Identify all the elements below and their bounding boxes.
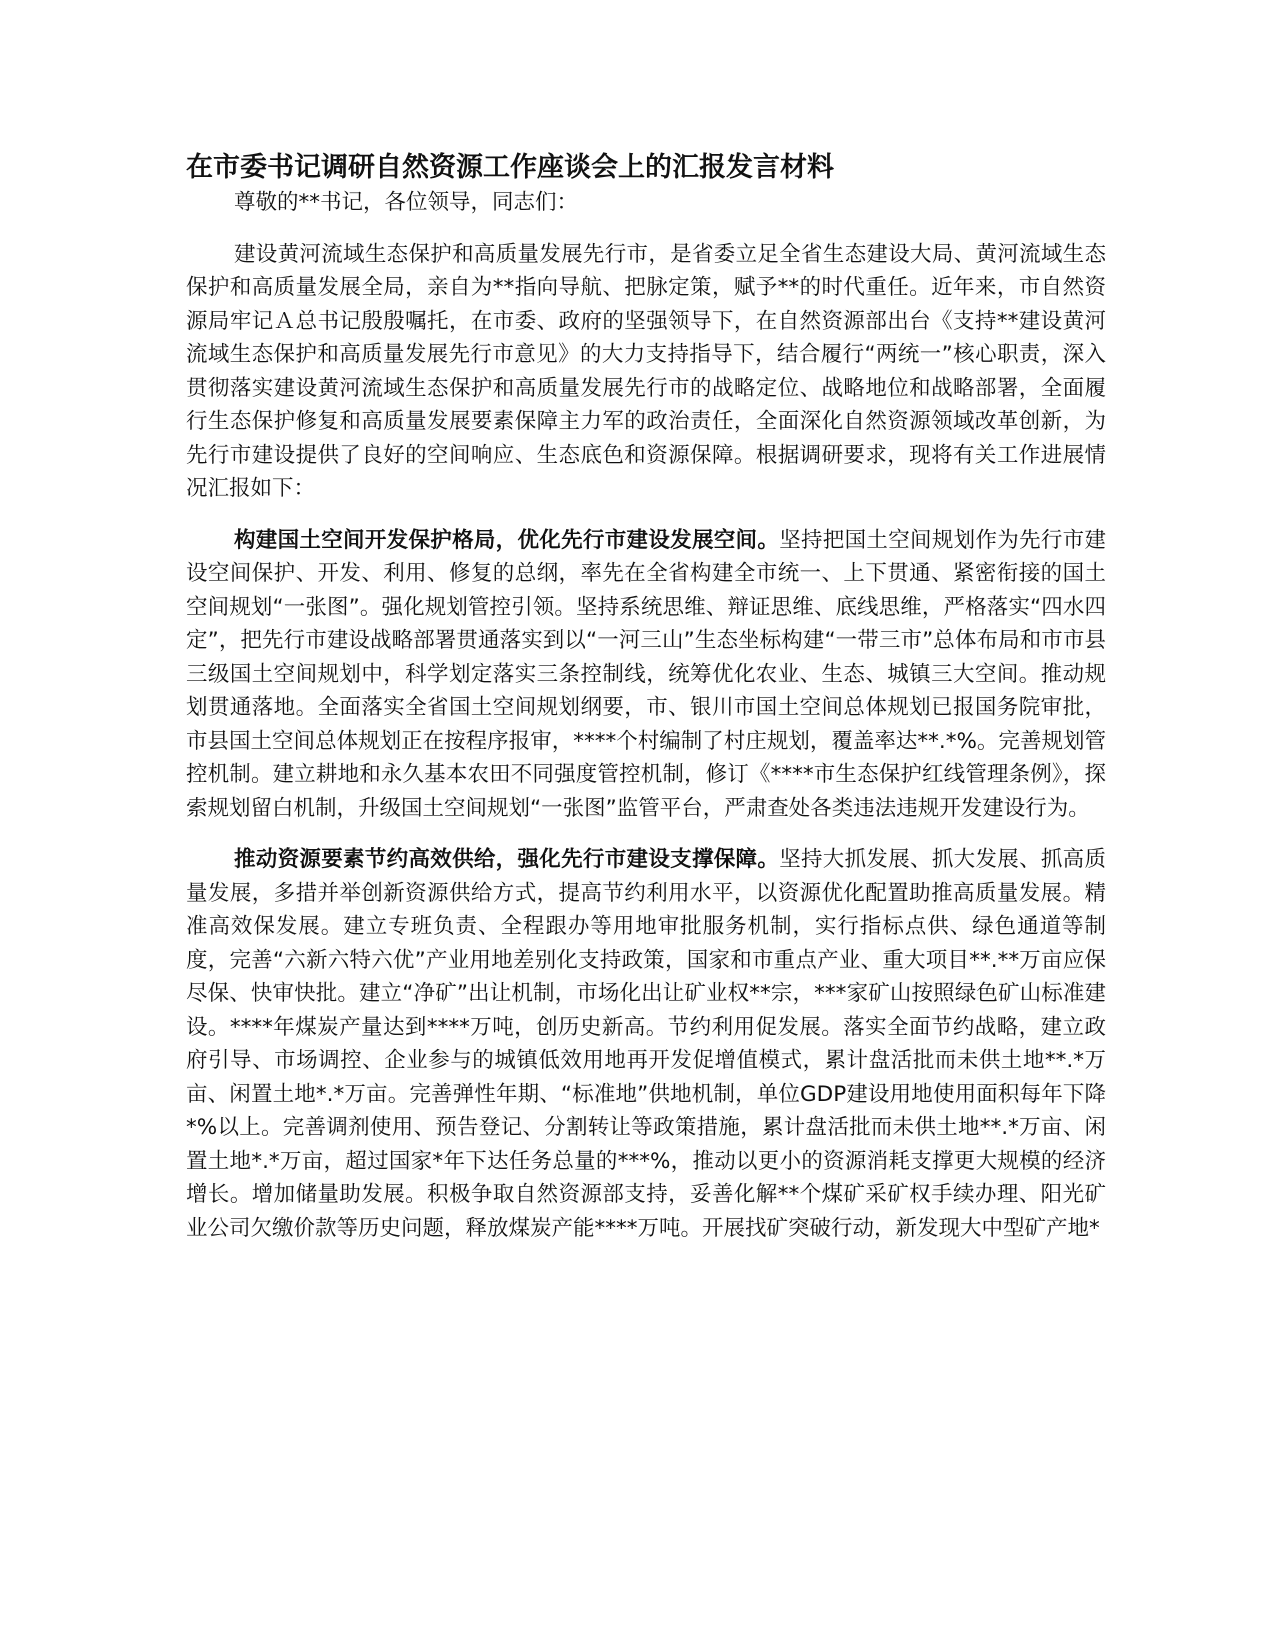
paragraph-spatial-planning	[186, 524, 1106, 826]
document-title: 在市委书记调研自然资源工作座谈会上的汇报发言材料	[186, 152, 834, 183]
document-body	[186, 150, 1106, 1245]
salutation: 尊敬的**书记，各位领导，同志们：	[234, 190, 579, 215]
paragraph-resource-supply	[186, 843, 1106, 1245]
paragraph-lead: 推动资源要素节约高效供给，强化先行市建设支撑保障。	[234, 847, 780, 872]
paragraph-intro	[186, 238, 1106, 506]
paragraph-text: 坚持把国土空间规划作为先行市建设空间保护、开发、利用、修复的总纲，率先在全省构建全市统一、上下贯通、紧密衔接的国土空间规划“一张图”。强化规划管控引领。坚持系统思维、辩证思维、底线思维，严格落实“四水四定”，把先行市建设战略部署贯通落实到以“一河三山”生态坐标构建“一带三市”总体布局和市市县三级国土空间规划中，科学划定落实三条控制线，统筹优化农业、生态、城镇三大空间。推动规划贯通落地。全面落实全省国土空间规划纲要，市、银川市国土空间总体规划已报国务院审批，市县国土空间总体规划正在按程序报审，****个村编制了村庄规划，覆盖率达**.*%。完善规划管控机制。建立耕地和永久基本农田不同强度管控机制，修订《****市生态保护红线管理条例》，探索规划留白机制，升级国土空间规划“一张图”监管平台，严肃查处各类违法违规开发建设行为。	[186, 527, 1106, 821]
paragraph-text: 坚持大抓发展、抓大发展、抓高质量发展，多措并举创新资源供给方式，提高节约利用水平，以资源优化配置助推高质量发展。精准高效保发展。建立专班负责、全程跟办等用地审批服务机制，实行指标点供、绿色通道等制度，完善“六新六特六优”产业用地差别化支持政策，国家和市重点产业、重大项目**.**万亩应保尽保、快审快批。建立“净矿”出让机制，市场化出让矿业权**宗，***家矿山按照绿色矿山标准建设。****年煤炭产量达到****万吨，创历史新高。节约利用促发展。落实全面节约战略，建立政府引导、市场调控、企业参与的城镇低效用地再开发促增值模式，累计盘活批而未供土地**.*万亩、闲置土地*.*万亩。完善弹性年期、“标准地”供地机制，单位GDP建设用地使用面积每年下降*%以上。完善调剂使用、预告登记、分割转让等政策措施，累计盘活批而未供土地**.*万亩、闲置土地*.*万亩，超过国家*年下达任务总量的***%，推动以更小的资源消耗支撑更大规模的经济增长。增加储量助发展。积极争取自然资源部支持，妥善化解**个煤矿采矿权手续办理、阳光矿业公司欠缴价款等历史问题，释放煤炭产能****万吨。开展找矿突破行动，新发现大中型矿产地*	[186, 847, 1106, 1241]
paragraph-lead: 构建国土空间开发保护格局，优化先行市建设发展空间。	[234, 527, 780, 553]
paragraph-text: 建设黄河流域生态保护和高质量发展先行市，是省委立足全省生态建设大局、黄河流域生态保护和高质量发展全局，亲自为**指向导航、把脉定策，赋予**的时代重任。近年来，市自然资源局牢记Ａ总书记殷殷嘱托，在市委、政府的坚强领导下，在自然资源部出台《支持**建设黄河流域生态保护和高质量发展先行市意见》的大力支持指导下，结合履行“两统一”核心职责，深入贯彻落实建设黄河流域生态保护和高质量发展先行市的战略定位、战略地位和战略部署，全面履行生态保护修复和高质量发展要素保障主力军的政治责任，全面深化自然资源领域改革创新，为先行市建设提供了良好的空间响应、生态底色和资源保障。根据调研要求，现将有关工作进展情况汇报如下：	[186, 241, 1106, 501]
